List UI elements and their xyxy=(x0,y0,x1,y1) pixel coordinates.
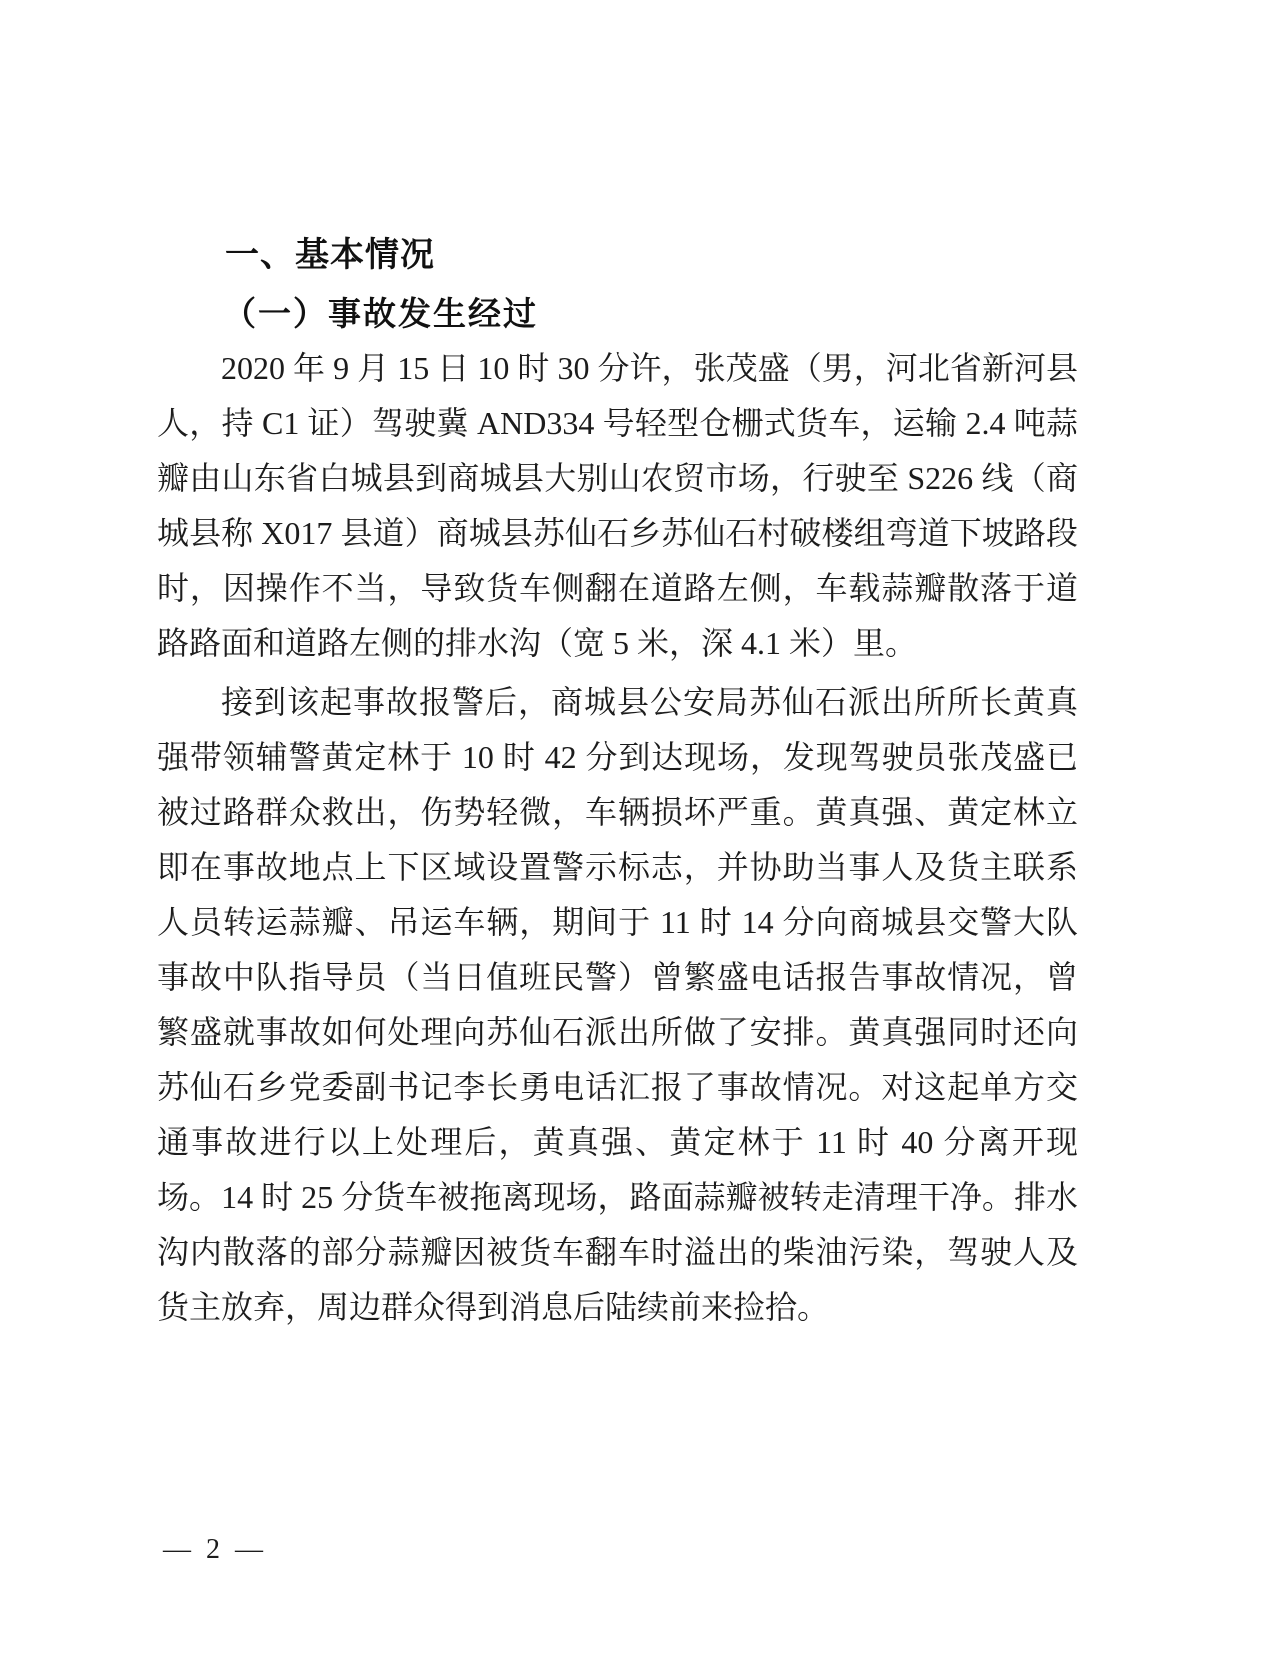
page-number: — 2 — xyxy=(163,1534,267,1565)
section-heading: 一、基本情况 xyxy=(225,235,435,275)
subsection-heading: （一）事故发生经过 xyxy=(223,297,538,333)
paragraph-accident-description: 2020 年 9 月 15 日 10 时 30 分许，张茂盛（男，河北省新河县人，持 C1 证）驾驶冀 AND334 号轻型仓栅式货车，运输 2.4 吨蒜瓣由山东省白城县到商城县大别山农贸市场，行驶至 S226 线（商城县称 X017 县道）商城县苏仙石乡苏仙石村破楼组弯道下坡路段时，因操作不当，导致货车侧翻在道路左侧，车载蒜瓣散落于道路路面和道路左侧的排水沟（宽 5 米，深 4.1 米）里。 xyxy=(157,350,1078,661)
body-text xyxy=(157,341,1078,1335)
document-content xyxy=(157,0,1078,1335)
paragraph-response-description: 接到该起事故报警后，商城县公安局苏仙石派出所所长黄真强带领辅警黄定林于 10 时 42 分到达现场，发现驾驶员张茂盛已被过路群众救出，伤势轻微，车辆损坏严重。黄真强、黄定林立即在事故地点上下区域设置警示标志，并协助当事人及货主联系人员转运蒜瓣、吊运车辆，期间于 11 时 14 分向商城县交警大队事故中队指导员（当日值班民警）曾繁盛电话报告事故情况，曾繁盛就事故如何处理向苏仙石派出所做了安排。黄真强同时还向苏仙石乡党委副书记李长勇电话汇报了事故情况。对这起单方交通事故进行以上处理后，黄真强、黄定林于 11 时 40 分离开现场。14 时 25 分货车被拖离现场，路面蒜瓣被转走清理干净。排水沟内散落的部分蒜瓣因被货车翻车时溢出的柴油污染，驾驶人及货主放弃，周边群众得到消息后陆续前来捡拾。 xyxy=(157,684,1078,1325)
